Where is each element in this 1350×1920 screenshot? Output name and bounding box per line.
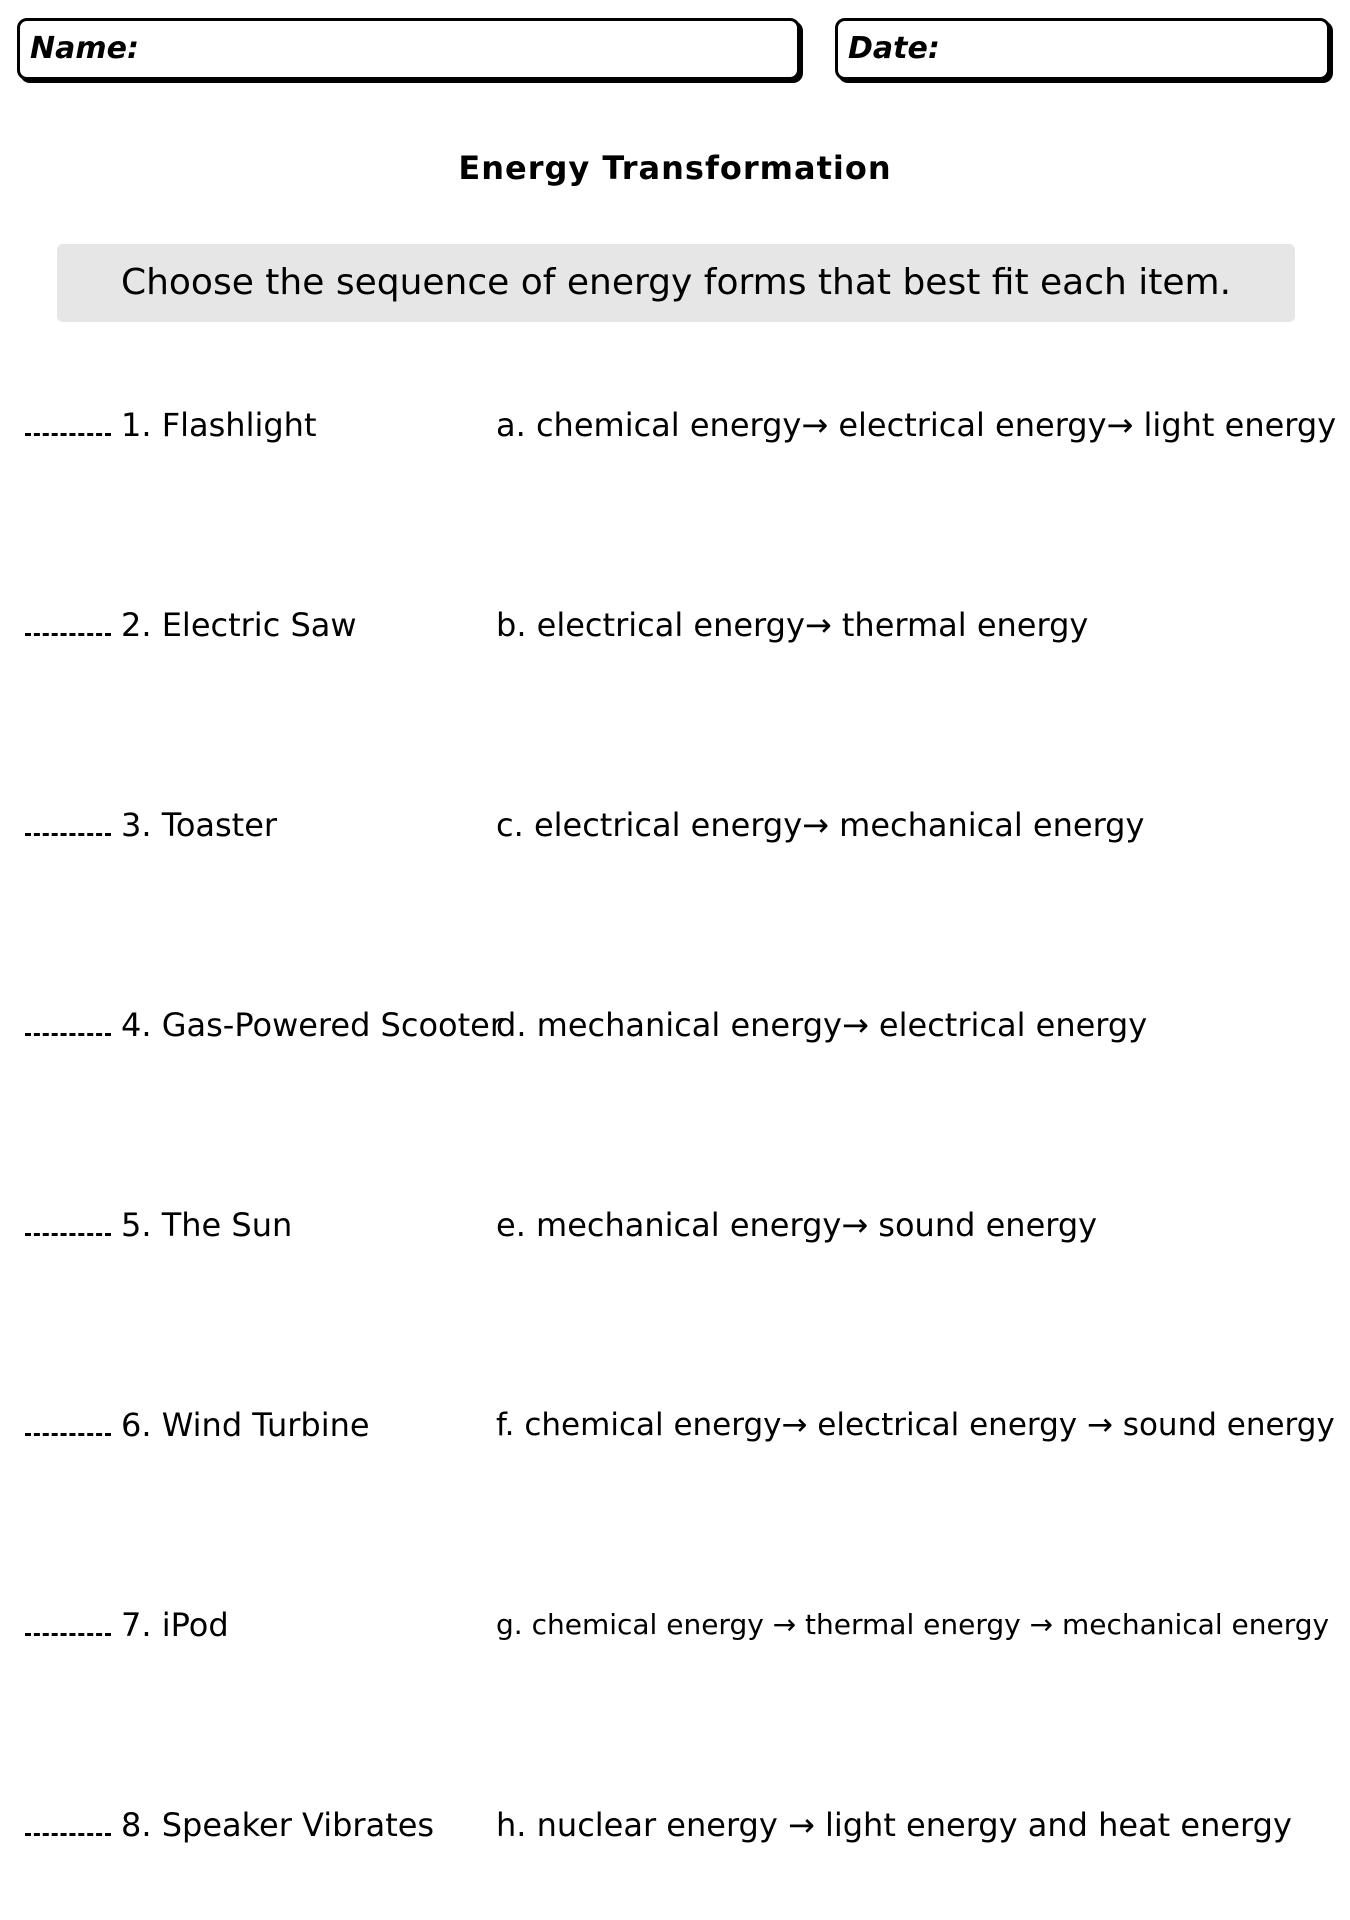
list-item xyxy=(0,1803,1350,1853)
list-item xyxy=(0,603,1350,653)
answer-blank[interactable] xyxy=(25,833,111,836)
list-item xyxy=(0,1003,1350,1053)
instruction-banner: Choose the sequence of energy forms that best fit each item. xyxy=(57,244,1295,322)
list-item xyxy=(0,403,1350,453)
option-text: a. chemical energy→ electrical energy→ light energy xyxy=(496,406,1337,444)
answer-blank[interactable] xyxy=(25,1833,111,1836)
answer-blank[interactable] xyxy=(25,1233,111,1236)
item-label: 8. Speaker Vibrates xyxy=(121,1806,435,1844)
item-label: 4. Gas-Powered Scooter xyxy=(121,1006,503,1044)
name-field[interactable] xyxy=(17,18,800,80)
name-label: Name: xyxy=(30,31,139,66)
answer-blank[interactable] xyxy=(25,1433,111,1436)
date-label: Date: xyxy=(848,31,940,66)
answer-blank[interactable] xyxy=(25,433,111,436)
item-label: 3. Toaster xyxy=(121,806,278,844)
item-label: 2. Electric Saw xyxy=(121,606,357,644)
option-text: h. nuclear energy → light energy and heat energy xyxy=(496,1806,1292,1844)
item-label: 5. The Sun xyxy=(121,1206,293,1244)
list-item xyxy=(0,1603,1350,1653)
item-label: 1. Flashlight xyxy=(121,406,317,444)
option-text: e. mechanical energy→ sound energy xyxy=(496,1206,1098,1244)
page-title: Energy Transformation xyxy=(458,149,892,187)
option-text: b. electrical energy→ thermal energy xyxy=(496,606,1089,644)
answer-blank[interactable] xyxy=(25,633,111,636)
option-text: c. electrical energy→ mechanical energy xyxy=(496,806,1145,844)
date-field[interactable] xyxy=(835,18,1330,80)
option-text: d. mechanical energy→ electrical energy xyxy=(496,1006,1148,1044)
item-label: 7. iPod xyxy=(121,1606,229,1644)
option-text: g. chemical energy → thermal energy → mechanical energy xyxy=(496,1608,1330,1641)
answer-blank[interactable] xyxy=(25,1033,111,1036)
list-item xyxy=(0,803,1350,853)
option-text: f. chemical energy→ electrical energy → sound energy xyxy=(496,1407,1335,1443)
list-item xyxy=(0,1403,1350,1453)
answer-blank[interactable] xyxy=(25,1633,111,1636)
list-item xyxy=(0,1203,1350,1253)
item-label: 6. Wind Turbine xyxy=(121,1406,370,1444)
